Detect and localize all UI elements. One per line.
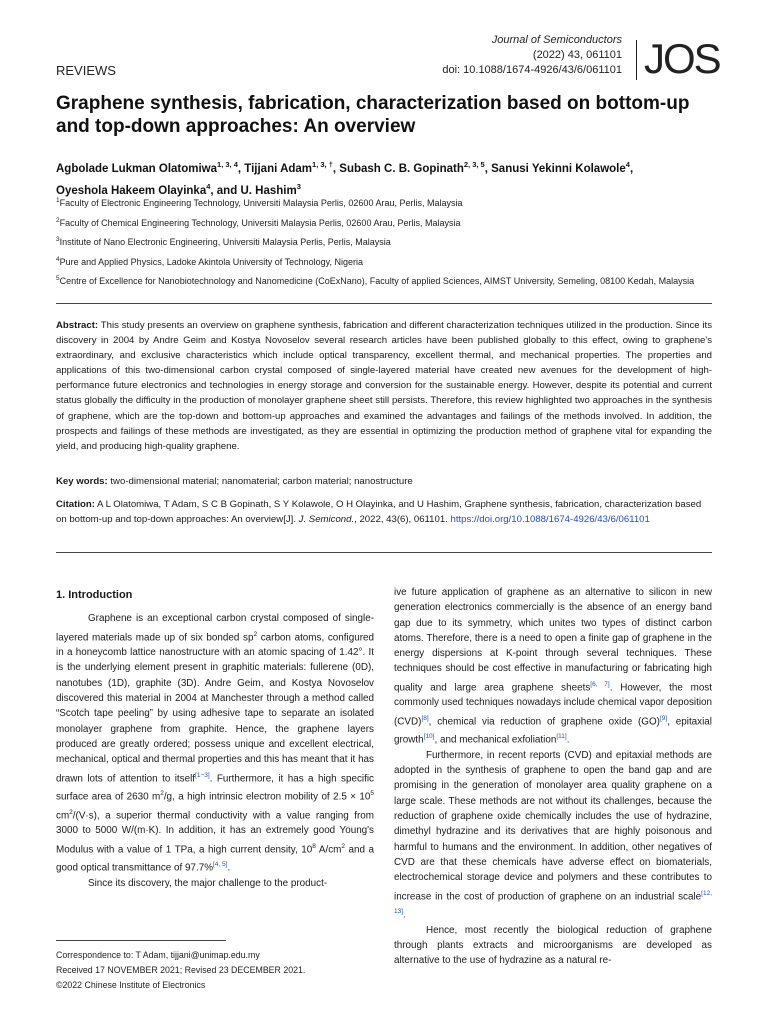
citation-journal: J. Semicond. [298, 514, 355, 525]
citation-ref[interactable]: [10] [423, 733, 435, 741]
affiliation-text: Faculty of Electronic Engineering Technology, Universiti Malaysia Perlis, 02600 Arau, Perlis, Malaysia [59, 198, 463, 208]
divider-bottom [56, 552, 712, 553]
citation-ref[interactable]: [9] [659, 714, 668, 722]
affiliation [56, 272, 720, 289]
author-name: Sanusi Yekinni Kolawole [491, 162, 626, 175]
affiliations [56, 194, 720, 292]
copyright: ©2022 Chinese Institute of Electronics [56, 980, 206, 990]
citation-doi-link[interactable]: https://doi.org/10.1088/1674-4926/43/6/061101 [450, 514, 650, 525]
affiliation-text: Centre of Excellence for Nanobiotechnology and Nanomedicine (CoExNano), Faculty of applied Sciences, AIMST University, Semeling, 08100 Kedah, Malaysia [59, 276, 695, 286]
citation [56, 497, 712, 527]
author-affil-mark: 4 [206, 181, 211, 191]
abstract-text: This study presents an overview on graphene synthesis, fabrication and different characterization techniques utilized in the production. Since its discovery in 2004 by Andre Geim and Kostya Novoselov several research articles have been published globally to this effect, owing to graphene's extraordinary, and exclusive characteristics which include optical transparency, excellent thermal, and mechanical properties. The properties and applications of this two-dimensional carbon crystal composed of single-layered material have created new avenues for the development of high-performance future electronics and technologies in energy storage and conversion for the sustainable energy. However, despite its potential and current status globally the difficulty in the production of monolayer graphene sheet still persists. Therefore, this review highlighted two approaches in the synthesis of graphene, which are the top-down and bottom-up approaches and examined the advantages and failings of the methods involved. In addition, the prospects and failings of these methods are investigated, as they are essential in optimizing the production method of graphene vital for expanding the yield, and producing high-quality graphene. [56, 320, 713, 452]
abstract [56, 318, 712, 454]
author-name: Tijjani Adam [244, 162, 313, 175]
affiliation-number: 4 [56, 255, 60, 263]
paragraph: Furthermore, in recent reports (CVD) and epitaxial methods are adopted in the synthesis of graphene to open the band gap and are promising in the generation of monolayer area quality graphene on a large scale. These methods are not without its challenges, because the reduction of graphene oxide chemically includes the use of hydrazine, dimethyl hydrazine and its derivatives that are highly poisonous and harmful to humans and the environment. In addition, other negatives of CVD are that these chemicals have adverse effect on biomaterials, electrochemical storage device and polymers and these contributes to increase in the cost of production of graphene on an industrial scale[12, 13]. [394, 749, 712, 921]
section-heading: 1. Introduction [56, 589, 133, 601]
divider-top [56, 303, 712, 304]
affiliation [56, 194, 720, 211]
author-name: Oyeshola Hakeem Olayinka [56, 184, 207, 197]
author-affil-mark: 1, 3, † [312, 160, 333, 169]
affiliation-number: 2 [56, 216, 60, 224]
keywords [56, 474, 712, 489]
affiliation-number: 3 [56, 236, 60, 243]
citation-text: A L Olatomiwa, T Adam, S C B Gopinath, S Y Kolawole, O H Olayinka, and U Hashim, Graphene synthesis, fabrication, characterization based on bottom-up and top-down approaches: An overview[J]. [56, 499, 702, 525]
keywords-text: two-dimensional material; nanomaterial; carbon material; nanostructure [110, 476, 413, 487]
affiliation-text: Institute of Nano Electronic Engineering, Universiti Malaysia Perlis, Perlis, Malaysia [59, 237, 391, 247]
jos-logo: JOS [644, 35, 720, 82]
paper-title: Graphene synthesis, fabrication, characterization based on bottom-up and top-down approaches: An overview [56, 93, 690, 137]
citation-ref[interactable]: [1−3] [195, 771, 210, 779]
citation-ref[interactable]: [12, 13] [394, 889, 712, 916]
author-affil-mark: 1, 3, 4 [217, 160, 238, 169]
journal-doi: doi: 10.1088/1674-4926/43/6/061101 [442, 64, 622, 76]
affiliation [56, 214, 720, 231]
section-label: REVIEWS [56, 63, 116, 78]
affiliation-number: 5 [56, 275, 60, 282]
footnote-divider [56, 940, 226, 941]
author-affil-mark: 4 [625, 160, 630, 169]
author-affil-mark: 2, 3, 5 [463, 160, 485, 169]
correspondence: Correspondence to: T Adam, tijjani@unimap.edu.my [56, 950, 260, 960]
citation-text-b: , 2022, 43(6), 061101. [354, 514, 448, 525]
affiliation-number: 1 [56, 197, 60, 204]
citation-ref[interactable]: [4, 5] [213, 861, 228, 869]
journal-name: Journal of Semiconductors [491, 34, 622, 46]
footnotes [56, 948, 376, 993]
column-right [394, 585, 712, 969]
paragraph: Graphene is an exceptional carbon crystal composed of single-layered materials made up of six bonded $sp^2$ carbon atoms, configured in a honeycomb lattice nanostructure with an atomic spacing of 1.42°. It is the underlying element present in graphitic materials: fullerene (0D), nanotubes (1D), graphite (3D). Andre Geim, and Kostya Novoselov discovered this material in 2004 at Manchester through a method called “Scotch tape peeling” by using adhesive tape to separate an isolated monolayer graphene from graphite. Hence, the graphene layers produced are greatly ordered; possess unique and excellent electrical, mechanical, optical and thermal properties and this has meant that it has drawn lots of attention to itself[1−3]. Furthermore, it has a high specific surface area of 2630 $m^2/g$, a high intrinsic electron mobility of $2.5 \times 10^5$ $cm^2/(V\cdot s)$, a superior thermal conductivity with a value ranging from 3000 to 5000 W/(m·K). In addition, it has an extremely good Young's Modulus with a value of 1 TPa, a high current density, $10^8$ $A/cm^2$ and a good optical transmittance of 97.7%[4, 5]. [56, 613, 374, 874]
author-name: Subash C. B. Gopinath [339, 162, 464, 175]
journal-volume: (2022) 43, 061101 [532, 49, 622, 61]
paragraph: Since its discovery, the major challenge to the product- [88, 877, 328, 889]
column-left [56, 588, 374, 891]
paragraph: ive future application of graphene as an alternative to silicon in new generation electronics commercially is the absence of an energy band gap due to its symmetry, which unites two types of distinct carbon atoms. Therefore, there is a need to open a finite gap of graphene in the energy dispersions at K-point through several techniques. These techniques should be cost effective in manufacturing or fabricating high quality and large area graphene sheets[6, 7]. However, the most commonly used techniques nowadays include chemical vapor deposition (CVD)[8], chemical via reduction of graphene oxide (GO)[9], epitaxial growth[10], and mechanical exfoliation[11]. [394, 587, 712, 746]
author-name: Agbolade Lukman Olatomiwa [56, 162, 218, 175]
abstract-label: Abstract: [56, 320, 99, 331]
author-affil-mark: 3 [296, 181, 301, 191]
paragraph: Hence, most recently the biological reduction of graphene through plants extracts and microorganisms are developed as alternative to the use of hydrazine as a natural re- [394, 924, 712, 967]
affiliation-text: Pure and Applied Physics, Ladoke Akintola University of Technology, Nigeria [59, 256, 363, 267]
author-name: U. Hashim [240, 184, 297, 197]
affiliation [56, 253, 720, 270]
received-dates: Received 17 NOVEMBER 2021; Revised 23 DECEMBER 2021. [56, 965, 306, 975]
affiliation [56, 233, 720, 250]
citation-label: Citation: [56, 499, 95, 510]
citation-ref[interactable]: [8] [421, 714, 429, 722]
logo-divider [636, 40, 637, 80]
citation-ref[interactable]: [6, 7] [590, 680, 610, 688]
affiliation-text: Faculty of Chemical Engineering Technology, Universiti Malaysia Perlis, 02600 Arau, Perlis, Malaysia [59, 217, 461, 228]
author-conjunction: and [216, 184, 238, 197]
keywords-label: Key words: [56, 476, 108, 487]
author-list: Agbolade Lukman Olatomiwa$^{1, 3, 4}$, Tijjani Adam$^{1, 3, \dagger}$, Subash C. B. Gopinath$^{2, 3, 5}$, Sanusi Yekinni Kolawole$^4$, Oyeshola Hakeem Olayinka$^4$, and U. Hashim$^3$ [56, 160, 634, 197]
journal-header [442, 33, 622, 78]
citation-ref[interactable]: [11] [556, 733, 567, 741]
